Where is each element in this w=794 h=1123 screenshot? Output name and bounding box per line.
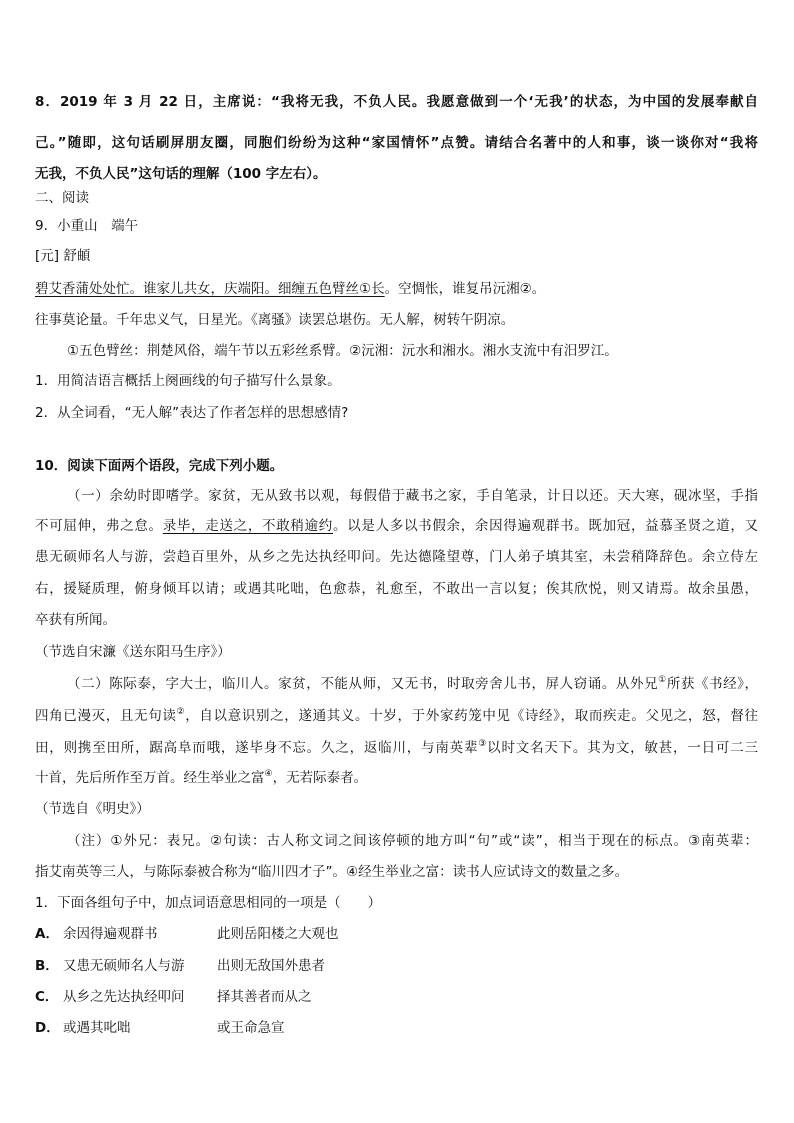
text-segment: 右，援疑质理，俯身倾耳以请；或遇其叱咄，色愈恭，礼愈至，不敢出一言以复；俟其欣悦，则又请焉。故余虽愚， (35, 581, 758, 597)
text-segment: 患无硕师名人与游，尝趋百里外，从乡之先达执经叩问。先达德隆望尊，门人弟子填其室，未尝稍降辞色。余立侍左 (35, 549, 758, 565)
text-segment: （二）陈际泰，字大士，临川人。家贫，不能从师，又无书，时取旁舍儿书，屏人窃诵。从外兄 (67, 676, 659, 692)
option-sentence-a: 或遇其叱咄 (63, 1020, 131, 1036)
option-label: D． (35, 1020, 60, 1036)
option-label: B． (35, 958, 59, 974)
footnote-marker: ① (658, 675, 667, 685)
text-segment: 所获《书经》， (666, 676, 759, 692)
poem-author: [元] 舒頔 (35, 248, 91, 264)
option-sentence-a: 余因得遍观群书 (63, 926, 158, 942)
text-segment: 四角已漫灭，且无句读 (35, 708, 177, 724)
sub-question-1: 1．下面各组句子中，加点词语意思相同的一项是（ ） (35, 895, 382, 911)
text-segment: 以时文名天下。其为文，敏甚，一日可二三 (487, 740, 759, 756)
question-9-2: 2．从全词看，“无人解”表达了作者怎样的思想感情? (35, 405, 349, 421)
poem-title: 9．小重山 端午 (35, 218, 139, 234)
text-segment: 8．2019 年 3 月 22 日，主席说：“我将无我，不负人民。我愿意做到一个‘无我’的状态，为中国的发展奉献自 (35, 94, 758, 110)
question-8-line (35, 165, 327, 183)
question-10-title: 10．阅读下面两个语段，完成下列小题。 (35, 458, 284, 474)
passage-1-line (35, 611, 116, 629)
text-segment: 无我，不负人民”这句话的理解（100 字左右）。 (35, 166, 327, 182)
annotation-line (35, 863, 628, 881)
text-segment: 十首，先后所作至万首。经生举业之富 (35, 770, 265, 786)
option-label: C． (35, 989, 59, 1005)
option-sentence-b: 或王命急宣 (217, 1020, 285, 1036)
footnote-marker: ③ (478, 739, 488, 749)
passage-2-line (35, 739, 758, 757)
source-note-2: （节选自《明史》） (35, 801, 150, 817)
passage-1-line (35, 548, 758, 566)
text-segment: 不可屈伸，弗之怠。 (35, 518, 163, 534)
question-8-line (35, 93, 758, 111)
option-sentence-a: 从乡之先达执经叩问 (63, 989, 185, 1005)
text-segment: 。空惆怅，谁复吊沅湘②。 (384, 281, 546, 297)
option-sentence-b: 择其善者而从之 (217, 989, 312, 1005)
question-9-1: 1．用简洁语言概括上阕画线的句子描写什么景象。 (35, 373, 341, 389)
text-segment: （注）①外兄：表兄。②句读：古人称文词之间该停顿的地方叫“句”或“读”，相当于现在的标点。③南英辈： (67, 833, 758, 849)
passage-1-line (67, 487, 758, 505)
text-segment: 指艾南英等三人，与陈际泰被合称为“临川四才子”。④经生举业之富：读书人应试诗文的数量之多。 (35, 864, 629, 880)
text-segment: 卒获有所闻。 (35, 612, 116, 628)
text-segment: ，自以意识别之，遂通其义。十岁，于外家药笼中见《诗经》，取而疾走。父见之，怒，督往 (185, 708, 759, 724)
text-segment: 。以是人多以书假余，余因得遍观群书。既加冠，益慕圣贤之道，又 (333, 518, 759, 534)
text-segment: 己。”随即，这句话刷屏朋友圈，同胞们纷纷为这种“家国情怀”点赞。请结合名著中的人和事，谈一谈你对“我将 (35, 135, 758, 151)
text-segment: 往事莫论量。千年忠义气，日星光。《离骚》读罢总堪伤。无人解，树转午阴凉。 (35, 312, 515, 328)
footnote-marker: ④ (264, 769, 273, 779)
question-8-line (35, 134, 758, 152)
section-heading: 二、阅读 (35, 190, 89, 206)
option-sentence-a: 又患无硕师名人与游 (63, 958, 185, 974)
underlined-text: 碧艾香蒲处处忙。谁家儿共女，庆端阳。细缠五色臂丝①长 (35, 281, 385, 297)
passage-1-line (35, 580, 758, 598)
passage-2-line (35, 707, 758, 725)
text-segment: ①五色臂丝：荆楚风俗，端午节以五彩丝系臂。②沅湘：沅水和湘水。湘水支流中有汨罗江。 (67, 343, 618, 359)
text-segment: （一）余幼时即嗜学。家贫，无从致书以观，每假借于藏书之家，手自笔录，计日以还。天大寒，砚冰坚，手指 (67, 488, 758, 504)
option-sentence-b: 此则岳阳楼之大观也 (217, 926, 339, 942)
text-segment: ，无若际泰者。 (272, 770, 368, 786)
text-segment: 田，则携至田所，踞高阜而哦，遂毕身不忘。久之，返临川，与南英辈 (35, 740, 479, 756)
footnote-marker: ② (176, 707, 186, 717)
passage-2-line (67, 675, 758, 693)
option-label: A． (35, 926, 59, 942)
passage-1-line (35, 517, 758, 535)
source-note-1: （节选自宋濂《送东阳马生序》） (35, 644, 231, 660)
annotation-line (67, 832, 758, 850)
option-sentence-b: 出则无敌国外患者 (217, 958, 325, 974)
poem-line (35, 311, 514, 329)
passage-2-line (35, 769, 367, 787)
underlined-text: 录毕，走送之，不敢稍逾约 (162, 518, 333, 534)
poem-footnote (67, 342, 618, 360)
poem-line (35, 280, 545, 298)
